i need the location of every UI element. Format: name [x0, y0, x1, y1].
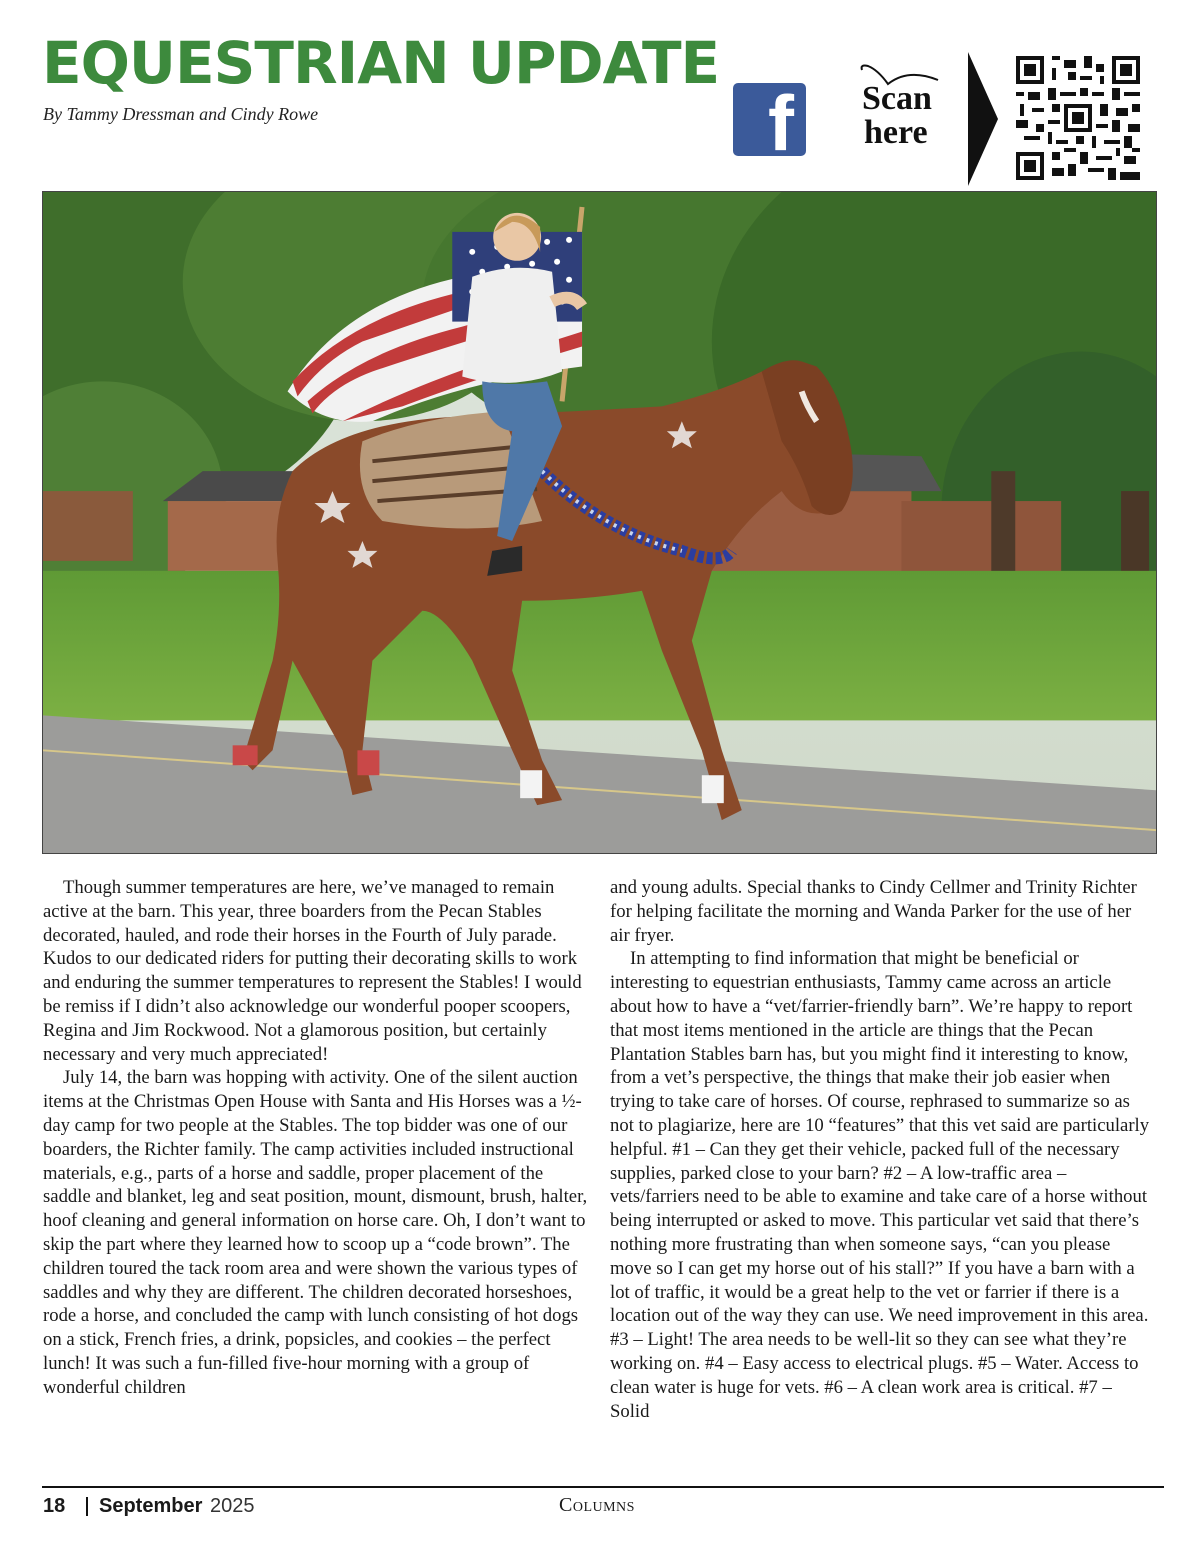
- magazine-name: Columns: [559, 1494, 635, 1516]
- scan-here-label: [858, 62, 948, 162]
- footer-separator: [86, 1497, 88, 1516]
- paragraph: Though summer temperatures are here, we’ve managed to remain active at the barn. This year, three boarders from the Pecan Stables decorated, hauled, and rode their horses in the Fourth of July parade. Kudos to our dedicated riders for putting their decorating skills to work and enduring the summer temperatures to represent the Stables! I would be remiss if I didn’t also acknowledge our wonderful pooper scoopers, Regina and Jim Rockwood. Not a glamorous position, but certainly necessary and very much appreciated!: [43, 877, 582, 1065]
- article-column-left: [43, 876, 588, 1400]
- qr-code-icon[interactable]: [1016, 56, 1140, 180]
- scan-text: Scan: [862, 80, 932, 117]
- paragraph: July 14, the barn was hopping with activity. One of the silent auction items at the Christmas Open House with Santa and His Horses was a ½-day camp for two people at the Stables. The top bidder was one of our boarders, the Richter family. The camp activities included instructional materials, e.g., parts of a horse and saddle, proper placement of the saddle and blanket, leg and seat position, mount, dismount, brush, halter, hoof cleaning and general information on horse care. Oh, I don’t want to skip the part where they learned how to scoop up a “code brown”. The children toured the tack room area and were shown the various types of saddles and why they are different. The children decorated horseshoes, rode a horse, and concluded the camp with lunch consisting of hot dogs on a stick, French fries, a drink, popsicles, and cookies – the perfect lunch! It was such a fun-filled five-hour morning with a group of wonderful children: [43, 1067, 588, 1398]
- facebook-icon[interactable]: f: [733, 83, 806, 156]
- footer-divider: [42, 1486, 1164, 1488]
- paragraph: and young adults. Special thanks to Cindy Cellmer and Trinity Richter for helping facilitate the morning and Wanda Parker for the use of her air fryer.: [610, 877, 1137, 946]
- page-title: EQUESTRIAN UPDATE: [42, 29, 720, 97]
- issue-month: September: [99, 1495, 203, 1517]
- paragraph: In attempting to find information that might be beneficial or interesting to equestrian enthusiasts, Tammy came across an article about how to have a “vet/farrier-friendly barn”. We’re happy to report that most items mentioned in the article are things that the Pecan Plantation Stables barn has, but you might find it interesting to know, from a vet’s perspective, the things that make their job easier when trying to take care of horses. Of course, rephrased to summarize so as not to plagiarize, here are 10 “features” that this vet said are particularly helpful. #1 – Can they get their vehicle, packed full of the necessary supplies, parked close to your barn? #2 – A low-traffic area – vets/farriers need to be able to examine and take care of a horse without being interrupted or asked to move. This particular vet said that there’s nothing more frustrating than when someone says, “can you please move so I can get my horse out of his stall?” If you have a barn with a lot of traffic, it would be a great help to the vet or farrier if there is a location out of the way they can use. We need improvement in this area. #3 – Light! The area needs to be well-lit so they can see what they’re working on. #4 – Easy access to electrical plugs. #5 – Water. Access to clean water is huge for vets. #6 – A clean work area is critical. #7 – Solid: [610, 948, 1150, 1422]
- here-text: here: [864, 114, 928, 151]
- byline: By Tammy Dressman and Cindy Rowe: [43, 104, 319, 124]
- issue-year: 2025: [210, 1495, 255, 1517]
- arrow-right-icon: [968, 52, 1000, 186]
- page-number: 18: [43, 1495, 66, 1517]
- article-column-right: [610, 876, 1155, 1423]
- horse-rider-flag-photo: [42, 191, 1157, 854]
